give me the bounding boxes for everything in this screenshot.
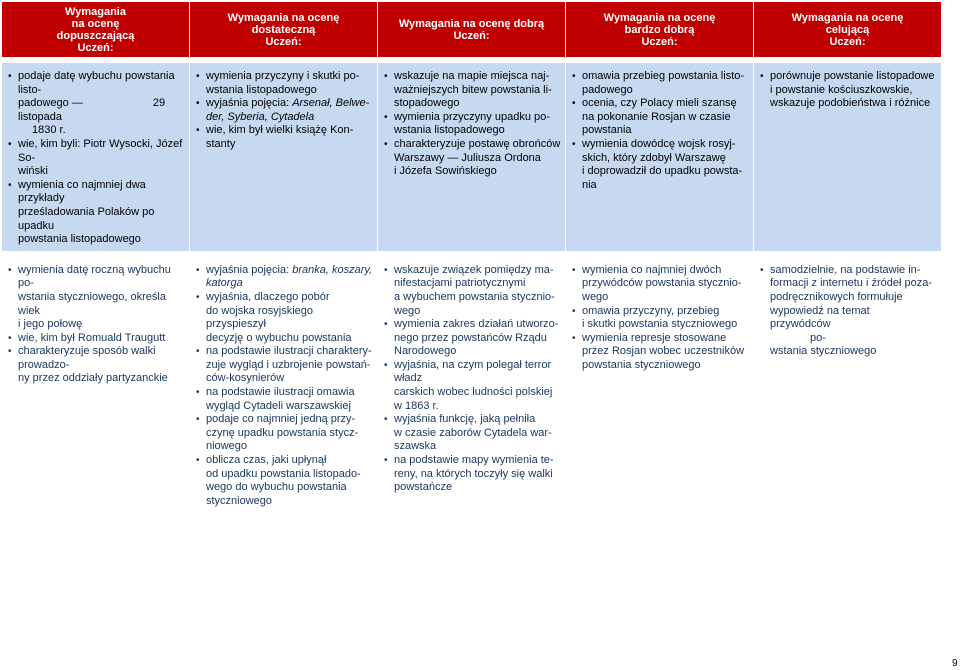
list-item: • wskazuje na mapie miejsca naj- ważniejszych bitew powstania li- stopadowego	[384, 70, 552, 110]
list-item: • wymienia zakres działań utworzo- nego przez powstańców Rządu Narodowego	[384, 318, 559, 358]
list-item: • wymienia represje stosowane przez Rosjan wobec uczestników powstania styczniowego	[572, 331, 745, 371]
list-item: • podaje datę wybuchu powstania listo- padowego — 29 listopada 1830 r.	[8, 70, 175, 137]
list-item: • podaje co najmniej jedną przy- czynę upadku powstania stycz- niowego	[196, 413, 359, 453]
cell-r1-c1	[2, 63, 190, 252]
header-dostateczna: Wymagania na ocenę dostateczną Uczeń:	[190, 2, 378, 58]
list-item: • wymienia datę roczną wybuchu po- wstania styczniowego, określa wiek i jego połowę	[8, 263, 171, 331]
list-item: • wyjaśnia pojęcia: Arsenał, Belwe- der, Syberia, Cytadela	[196, 97, 370, 123]
list-item: • charakteryzuje postawę obrońców Warszawy — Juliusza Ordona i Józefa Sowińskiego	[384, 137, 561, 178]
cell-r1-c3	[378, 63, 566, 252]
cell-r2-c3	[378, 256, 566, 513]
list-item: • wyjaśnia funkcję, jaką pełniła w czasie zaborów Cytadela war- szawska	[384, 413, 552, 453]
cell-r2-c2	[190, 256, 378, 513]
cell-r2-c5	[754, 256, 942, 513]
cell-r2-c4	[566, 256, 754, 513]
list-item: • wymienia przyczyny i skutki po- wstania listopadowego	[196, 70, 360, 96]
list-item: • na podstawie ilustracji omawia wygląd Cytadeli warszawskiej	[196, 386, 355, 412]
list-item: • wskazuje związek pomiędzy ma- nifestacjami patriotycznymi a wybuchem powstania stycznio- wego	[384, 263, 555, 317]
list-item: • wie, kim był Romuald Traugutt	[8, 331, 166, 344]
list-item: • wymienia dowódcę wojsk rosyj- skich, który zdobył Warszawę i doprowadził do upadku powsta- nia	[572, 137, 743, 191]
list-item: • wymienia przyczyny upadku po- wstania listopadowego	[384, 110, 550, 137]
cell-r1-c5	[754, 63, 942, 252]
list-item: • oblicza czas, jaki upłynął od upadku powstania listopado- wego do wybuchu powstania styczniowego	[196, 454, 361, 507]
list-item: • omawia przebieg powstania listo- padowego	[572, 70, 745, 96]
header-bardzo-dobra: Wymagania na ocenę bardzo dobrą Uczeń:	[566, 2, 754, 58]
list-item: • na podstawie mapy wymienia te- reny, na których toczyły się walki powstańcze	[384, 454, 554, 494]
list-item: • porównuje powstanie listopadowe i powstanie kościuszkowskie, wskazuje podobieństwa i różnice	[760, 70, 935, 110]
list-item: • wyjaśnia pojęcia: branka, koszary, katorga	[196, 263, 373, 290]
list-item: • ocenia, czy Polacy mieli szansę na pokonanie Rosjan w czasie powstania	[572, 97, 737, 137]
cell-r1-c4	[566, 63, 754, 252]
list-item: • wymienia co najmniej dwa przykłady prześladowania Polaków po upadku powstania listopadowego	[8, 178, 155, 246]
list-item: • wie, kim byli: Piotr Wysocki, Józef So- wiński	[8, 137, 183, 178]
list-item: • wyjaśnia, dlaczego pobór do wojska rosyjskiego przyspieszył decyzję o wybuchu powstania	[196, 290, 352, 344]
requirements-table	[1, 1, 942, 513]
header-row	[2, 2, 942, 58]
list-item: • omawia przyczyny, przebieg i skutki powstania styczniowego	[572, 304, 738, 331]
page-number: 9	[952, 658, 958, 669]
list-item: • wymienia co najmniej dwóch przywódców powstania stycznio- wego	[572, 263, 742, 303]
header-dobra: Wymagania na ocenę dobrą Uczeń:	[378, 2, 566, 58]
list-item: • samodzielnie, na podstawie in- formacji z internetu i źródeł poza- podręcznikowych formułuje wypowiedź na temat przywódcówpo- wstania styczniowego	[760, 263, 933, 358]
header-dopuszczajaca: Wymagania na ocenę dopuszczającą Uczeń:	[2, 2, 190, 58]
cell-r1-c2	[190, 63, 378, 252]
cell-r2-c1	[2, 256, 190, 513]
header-celujaca: Wymagania na ocenę celującą Uczeń:	[754, 2, 942, 58]
table-row-styczniowe	[2, 256, 942, 513]
list-item: • wyjaśnia, na czym polegał terror władz carskich wobec ludności polskiej w 1863 r.	[384, 358, 553, 412]
table-row-listopadowe	[2, 63, 942, 252]
list-item: • na podstawie ilustracji charaktery- zuje wygląd i uzbrojenie powstań- ców-kosynierów	[196, 345, 372, 385]
list-item: • charakteryzuje sposób walki prowadzo- ny przez oddziały partyzanckie	[8, 345, 168, 385]
list-item: • wie, kim był wielki książę Kon- stanty	[196, 124, 354, 150]
